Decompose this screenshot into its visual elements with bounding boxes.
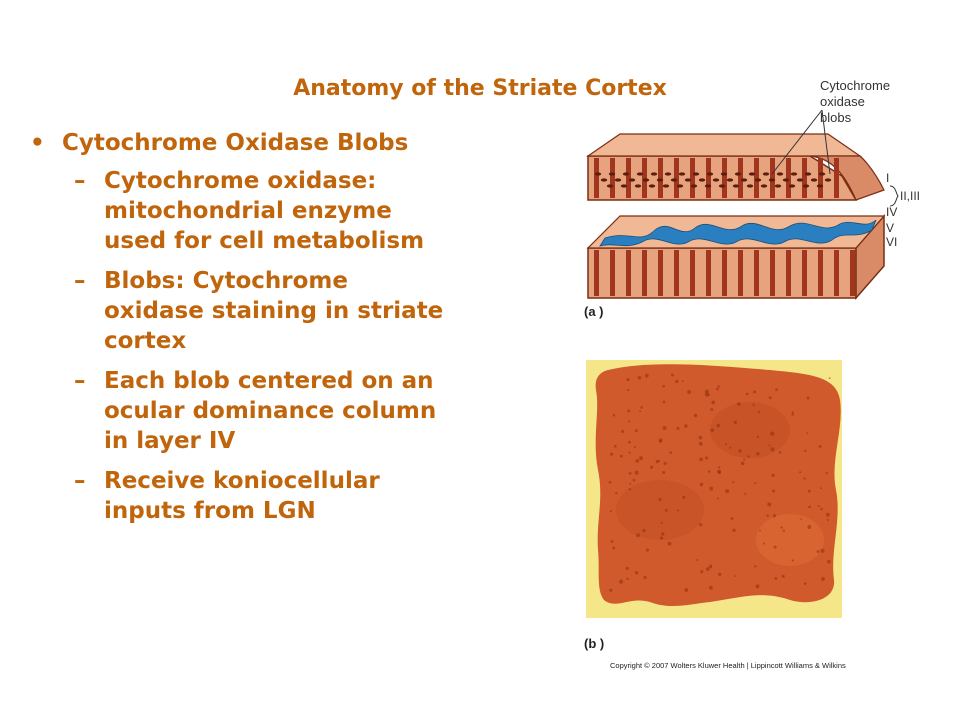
stain-speckle	[773, 514, 776, 517]
stain-speckle	[806, 432, 808, 434]
stain-speckle	[662, 385, 665, 388]
stain-speckle	[687, 390, 691, 394]
stain-speckle	[629, 488, 631, 490]
stain-speckle	[821, 577, 825, 581]
copyright-text: Copyright © 2007 Wolters Kluwer Health | Lippincott Williams & Wilkins	[610, 661, 846, 670]
stain-speckle	[763, 542, 765, 544]
stain-speckle	[640, 406, 643, 409]
stain-speckle	[807, 525, 811, 529]
stain-speckle	[627, 409, 630, 412]
stain-speckle	[669, 451, 672, 454]
stain-speckle	[677, 509, 679, 511]
subbullet-marker: –	[74, 168, 86, 194]
stain-speckle	[767, 514, 769, 516]
cortex-column-stripe	[594, 158, 599, 198]
stain-speckle	[718, 573, 721, 576]
stain-speckle	[759, 530, 761, 532]
bullet-text: Cytochrome Oxidase Blobs	[62, 130, 409, 156]
stain-speckle	[705, 456, 708, 459]
stain-speckle	[635, 571, 638, 574]
stain-speckle	[804, 582, 807, 585]
blob-dot	[713, 178, 719, 181]
blob-dot	[789, 184, 795, 187]
stain-speckle	[732, 529, 735, 532]
stain-speckle	[609, 589, 612, 592]
stain-speckle	[711, 401, 715, 405]
upper-layer-top	[588, 134, 860, 156]
blob-dot	[791, 172, 797, 175]
stain-speckle	[732, 481, 734, 483]
blob-dot	[763, 172, 769, 175]
stain-speckle	[737, 402, 741, 406]
cortex-column-stripe	[658, 250, 663, 296]
cortex-column-stripe	[706, 158, 711, 198]
stain-speckle	[682, 380, 684, 382]
blob-dot	[693, 172, 699, 175]
stain-speckle	[744, 493, 746, 495]
stain-speckle	[610, 510, 612, 512]
stain-speckle	[634, 446, 636, 448]
stain-speckle	[780, 526, 782, 528]
stain-speckle	[642, 529, 645, 532]
blob-dot	[805, 172, 811, 175]
stain-speckle	[706, 567, 710, 571]
blob-dot	[719, 184, 725, 187]
cortex-column-stripe	[626, 250, 631, 296]
stain-speckle	[660, 537, 663, 540]
blob-dot	[671, 178, 677, 181]
stain-speckle	[716, 388, 719, 391]
stain-speckle	[807, 397, 810, 400]
subbullet-item	[30, 166, 450, 256]
stain-speckle	[663, 401, 666, 404]
cortex-column-stripe	[658, 158, 663, 198]
stain-speckle	[743, 459, 745, 461]
cortex-column-stripe	[818, 250, 823, 296]
cortex-column-stripe	[690, 250, 695, 296]
cortex-column-stripe	[850, 250, 855, 296]
stain-speckle	[635, 471, 639, 475]
blob-dot	[607, 184, 613, 187]
stain-speckle	[699, 523, 702, 526]
cortex-column-stripe	[834, 250, 839, 296]
blob-dot	[649, 184, 655, 187]
cortex-column-stripe	[786, 158, 791, 198]
layer-bracket	[890, 186, 898, 206]
blob-dot	[747, 184, 753, 187]
cortex-column-stripe	[738, 250, 743, 296]
stain-speckle	[626, 378, 629, 381]
stain-speckle	[717, 424, 720, 427]
cortex-column-stripe	[674, 158, 679, 198]
stain-speckle	[769, 396, 772, 399]
stain-speckle	[753, 390, 756, 393]
stain-region	[710, 402, 790, 458]
cortex-column-stripe	[754, 250, 759, 296]
stain-speckle	[610, 540, 613, 543]
stain-speckle	[682, 496, 685, 499]
cortex-column-stripe	[722, 158, 727, 198]
subbullet-text: Blobs: Cytochrome oxidase staining in striate cortex	[104, 268, 444, 354]
stain-speckle	[639, 456, 643, 460]
stain-speckle	[661, 522, 663, 524]
callout-label-1: Cytochrome	[820, 78, 891, 93]
cortex-column-stripe	[802, 250, 807, 296]
stain-speckle	[705, 390, 709, 394]
stain-speckle	[752, 404, 754, 406]
cortex-column-stripe	[770, 158, 775, 198]
stain-speckle	[791, 413, 794, 416]
stain-speckle	[820, 508, 823, 511]
cortex-column-stripe	[834, 158, 839, 198]
stain-speckle	[700, 483, 703, 486]
stain-speckle	[717, 385, 719, 387]
stain-speckle	[725, 443, 727, 445]
stain-speckle	[629, 452, 631, 454]
cortex-column-stripe	[706, 250, 711, 296]
stain-speckle	[820, 487, 822, 489]
stain-speckle	[619, 580, 623, 584]
panel-a-diagram	[588, 110, 898, 298]
blob-dot	[825, 178, 831, 181]
stain-speckle	[829, 377, 831, 379]
blob-dot	[817, 184, 823, 187]
layer-label-II-III: II,III	[900, 189, 920, 203]
stain-speckle	[774, 577, 777, 580]
stain-speckle	[729, 447, 731, 449]
blob-dot	[609, 172, 615, 175]
panel-b-photo	[586, 360, 842, 618]
stain-speckle	[754, 565, 756, 567]
stain-speckle	[782, 575, 785, 578]
stain-speckle	[709, 487, 713, 491]
stain-speckle	[735, 575, 737, 577]
bullet-marker: •	[30, 130, 45, 156]
subbullet-marker: –	[74, 468, 86, 494]
bullet-item	[30, 128, 450, 158]
stain-speckle	[614, 445, 617, 448]
stain-speckle	[756, 452, 760, 456]
blob-dot	[685, 178, 691, 181]
stain-speckle	[820, 549, 824, 553]
stain-speckle	[610, 453, 613, 456]
blob-dot	[635, 184, 641, 187]
stain-speckle	[664, 462, 667, 465]
stain-speckle	[636, 533, 640, 537]
cortex-column-stripe	[802, 158, 807, 198]
stain-speckle	[635, 429, 638, 432]
blob-dot	[755, 178, 761, 181]
stain-speckle	[684, 424, 688, 428]
blob-dot	[797, 178, 803, 181]
stain-speckle	[731, 517, 734, 520]
stain-speckle	[819, 445, 822, 448]
stain-speckle	[633, 479, 636, 482]
stain-speckle	[800, 518, 802, 520]
blob-dot	[819, 172, 825, 175]
stain-speckle	[628, 420, 630, 422]
subbullet-text: Each blob centered on an ocular dominance column in layer IV	[104, 368, 437, 454]
stain-speckle	[615, 492, 617, 494]
blob-dot	[777, 172, 783, 175]
stain-speckle	[627, 389, 629, 391]
figure	[560, 70, 920, 684]
blob-dot	[643, 178, 649, 181]
stain-speckle	[650, 466, 653, 469]
callout-label-3: blobs	[820, 110, 852, 125]
stain-speckle	[817, 550, 820, 553]
stain-speckle	[757, 436, 759, 438]
stain-speckle	[774, 546, 777, 549]
stain-speckle	[808, 490, 811, 493]
cortex-figure-svg	[560, 70, 920, 680]
cortex-column-stripe	[754, 158, 759, 198]
stain-speckle	[700, 570, 703, 573]
blob-dot	[679, 172, 685, 175]
stain-speckle	[671, 374, 674, 377]
stain-region	[756, 514, 824, 566]
blob-dot	[741, 178, 747, 181]
blob-dot	[735, 172, 741, 175]
cortex-column-stripe	[594, 250, 599, 296]
stain-speckle	[772, 474, 775, 477]
blob-dot	[657, 178, 663, 181]
cortex-column-stripe	[786, 250, 791, 296]
cortex-column-stripe	[610, 158, 615, 198]
stain-speckle	[638, 376, 642, 380]
subbullet-text: Cytochrome oxidase: mitochondrial enzyme used for cell metabolism	[104, 168, 425, 254]
stain-speckle	[609, 481, 612, 484]
stain-speckle	[826, 513, 830, 517]
stain-speckle	[827, 519, 829, 521]
blob-dot	[783, 178, 789, 181]
stain-speckle	[769, 444, 771, 446]
stain-speckle	[718, 471, 721, 474]
stain-speckle	[754, 482, 756, 484]
blob-dot	[677, 184, 683, 187]
stain-speckle	[758, 411, 760, 413]
stain-speckle	[770, 432, 774, 436]
blob-dot	[615, 178, 621, 181]
stain-speckle	[826, 472, 828, 474]
cortex-column-stripe	[610, 250, 615, 296]
subbullet-text: Receive koniocellular inputs from LGN	[104, 468, 380, 524]
bullet-list	[30, 128, 450, 536]
blob-dot	[621, 184, 627, 187]
stain-speckle	[710, 564, 712, 566]
subbullet-item	[30, 266, 450, 356]
blob-dot	[721, 172, 727, 175]
stain-speckle	[658, 460, 660, 462]
stain-speckle	[808, 505, 811, 508]
blob-dot	[663, 184, 669, 187]
stain-speckle	[746, 393, 749, 396]
stain-speckle	[661, 532, 664, 535]
slide-title: Anatomy of the Striate Cortex	[293, 76, 667, 101]
blob-dot	[727, 178, 733, 181]
stain-speckle	[699, 436, 703, 440]
blob-dot	[705, 184, 711, 187]
blob-dot	[775, 184, 781, 187]
stain-speckle	[663, 426, 667, 430]
blob-dot	[761, 184, 767, 187]
blob-dot	[629, 178, 635, 181]
layer-label-V: V	[886, 221, 895, 235]
stain-speckle	[662, 471, 665, 474]
blob-dot	[665, 172, 671, 175]
stain-speckle	[725, 489, 729, 493]
stain-speckle	[792, 411, 794, 413]
stain-speckle	[629, 472, 632, 475]
stain-speckle	[676, 427, 679, 430]
blob-dot	[769, 178, 775, 181]
stain-speckle	[684, 588, 688, 592]
stain-speckle	[717, 497, 719, 499]
stain-speckle	[621, 430, 624, 433]
blob-dot	[595, 172, 601, 175]
cortex-column-stripe	[642, 250, 647, 296]
cortex-column-stripe	[642, 158, 647, 198]
stain-speckle	[635, 459, 639, 463]
stain-speckle	[646, 549, 649, 552]
panel-b-label: (b )	[584, 636, 605, 651]
stain-speckle	[643, 576, 646, 579]
stain-speckle	[792, 559, 794, 561]
stain-speckle	[710, 428, 714, 432]
cortex-column-stripe	[818, 158, 823, 198]
stain-speckle	[827, 560, 831, 564]
stain-speckle	[626, 578, 628, 580]
blob-dot	[733, 184, 739, 187]
layer-label-VI: VI	[886, 235, 898, 249]
stain-speckle	[612, 547, 615, 550]
cortex-column-stripe	[722, 250, 727, 296]
subbullet-marker: –	[74, 368, 86, 394]
layer-label-I: I	[886, 171, 890, 185]
stain-speckle	[772, 489, 775, 492]
stain-speckle	[741, 462, 745, 466]
stain-speckle	[804, 450, 806, 452]
subbullet-item	[30, 466, 450, 526]
panel-a-label: (a )	[584, 304, 604, 319]
stain-speckle	[620, 455, 623, 458]
cortex-column-stripe	[690, 158, 695, 198]
blob-dot	[707, 172, 713, 175]
stain-speckle	[775, 388, 778, 391]
stain-speckle	[659, 440, 662, 443]
subbullet-marker: –	[74, 268, 86, 294]
stain-speckle	[629, 483, 631, 485]
stain-speckle	[699, 458, 703, 462]
blob-dot	[601, 178, 607, 181]
layer-label-IV: IV	[886, 205, 898, 219]
stain-speckle	[699, 442, 703, 446]
blob-dot	[637, 172, 643, 175]
blob-dot	[803, 184, 809, 187]
stain-speckle	[747, 455, 750, 458]
callout-label-2: oxidase	[820, 94, 865, 109]
stain-speckle	[718, 466, 720, 468]
blob-dot	[811, 178, 817, 181]
stain-speckle	[767, 502, 771, 506]
stain-speckle	[756, 584, 760, 588]
cortex-column-stripe	[738, 158, 743, 198]
stain-speckle	[628, 441, 631, 444]
blob-dot	[699, 178, 705, 181]
stain-speckle	[696, 559, 698, 561]
cortex-column-stripe	[674, 250, 679, 296]
blob-dot	[691, 184, 697, 187]
stain-speckle	[710, 408, 713, 411]
stain-speckle	[771, 447, 775, 451]
blob-dot	[623, 172, 629, 175]
stain-speckle	[709, 586, 713, 590]
stain-speckle	[645, 374, 649, 378]
stain-speckle	[613, 414, 616, 417]
stain-speckle	[639, 410, 641, 412]
stain-speckle	[658, 498, 661, 501]
stain-speckle	[738, 449, 741, 452]
stained-tissue	[596, 364, 841, 606]
blob-dot	[749, 172, 755, 175]
stain-speckle	[779, 451, 782, 454]
stain-speckle	[675, 380, 678, 383]
stain-speckle	[803, 477, 805, 479]
stain-speckle	[668, 542, 672, 546]
stain-speckle	[626, 567, 629, 570]
stain-speckle	[708, 470, 710, 472]
cortex-column-stripe	[770, 250, 775, 296]
stain-speckle	[783, 529, 785, 531]
stain-speckle	[799, 471, 801, 473]
stain-speckle	[734, 421, 737, 424]
blob-dot	[651, 172, 657, 175]
stain-speckle	[818, 505, 820, 507]
subbullet-item	[30, 366, 450, 456]
cortex-column-stripe	[626, 158, 631, 198]
stain-speckle	[694, 414, 697, 417]
stain-speckle	[665, 509, 668, 512]
